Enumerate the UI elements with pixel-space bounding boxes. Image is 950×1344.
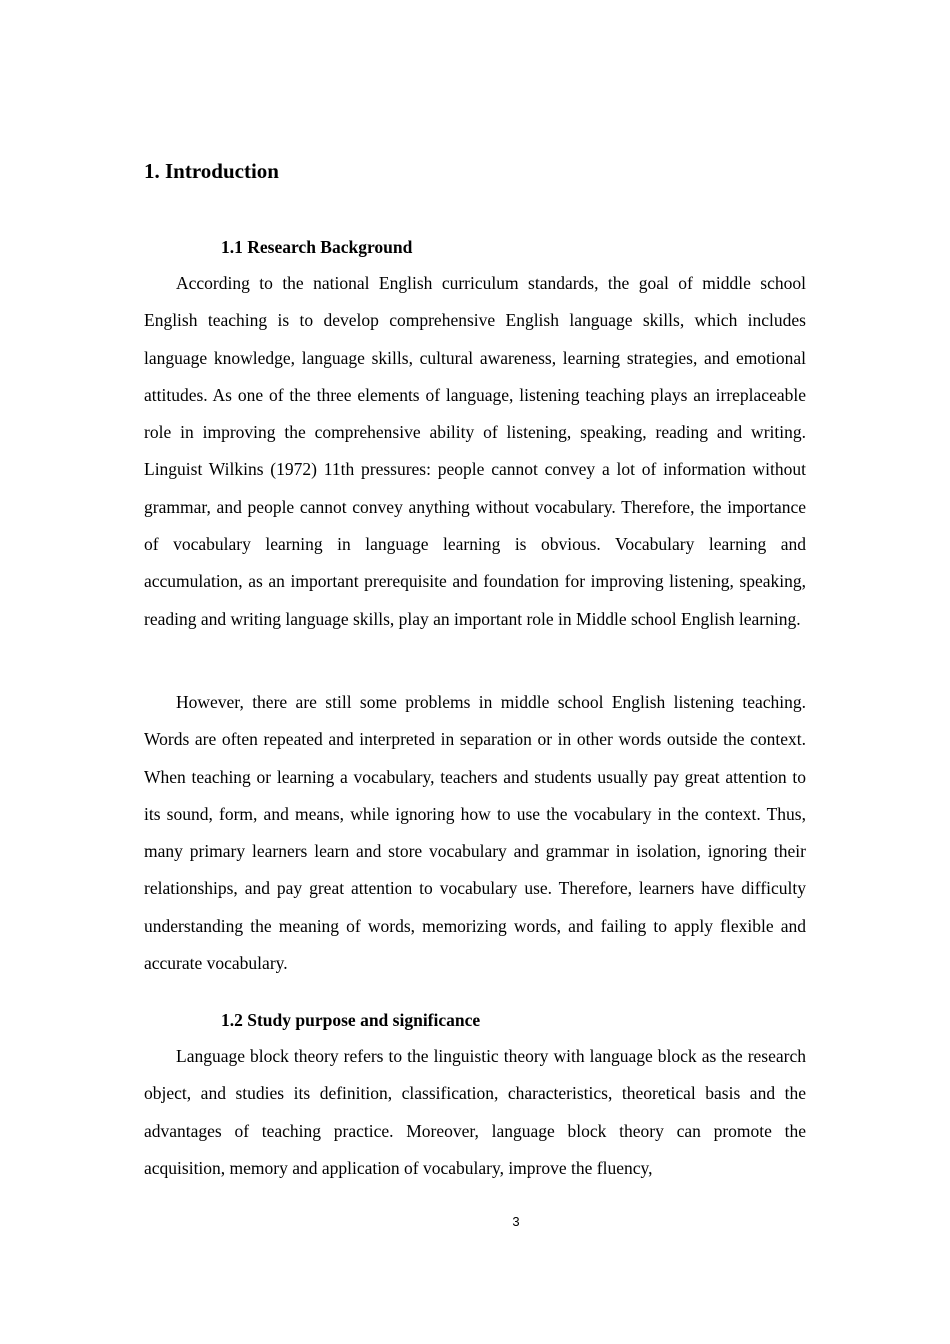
paragraph: According to the national English curriculum standards, the goal of middle school English teaching is to develop comprehensive English language skills, which includes language knowledge, language skills, cultural awareness, learning strategies, and emotional attitudes. As one of the three elements of language, listening teaching plays an irreplaceable role in improving the comprehensive ability of listening, speaking, reading and writing. Linguist Wilkins (1972) 11th pressures: people cannot convey a lot of information without grammar, and people cannot convey anything without vocabulary. Therefore, the importance of vocabulary learning in language learning is obvious. Vocabulary learning and accumulation, as an important prerequisite and foundation for improving listening, speaking, reading and writing language skills, play an important role in Middle school English learning. [144,273,806,629]
paragraph: However, there are still some problems in middle school English listening teaching. Words are often repeated and interpreted in separation or in other words outside the context. When teaching or learning a vocabulary, teachers and students usually pay great attention to its sound, form, and means, while ignoring how to use the vocabulary in the context. Thus, many primary learners learn and store vocabulary and grammar in isolation, ignoring their relationships, and pay great attention to vocabulary use. Therefore, learners have difficulty understanding the meaning of words, memorizing words, and failing to apply flexible and accurate vocabulary. [144,692,806,974]
paragraph: Language block theory refers to the linguistic theory with language block as the research object, and studies its definition, classification, characteristics, theoretical basis and the advantages of teaching practice. Moreover, language block theory can promote the acquisition, memory and application of vocabulary, improve the fluency, [144,1046,806,1178]
section-heading-study-purpose: 1.2 Study purpose and significance [221,1010,481,1030]
chapter-title: 1. Introduction [144,159,279,183]
section-heading-research-background: 1.1 Research Background [221,237,413,257]
page-number: 3 [512,1214,520,1229]
